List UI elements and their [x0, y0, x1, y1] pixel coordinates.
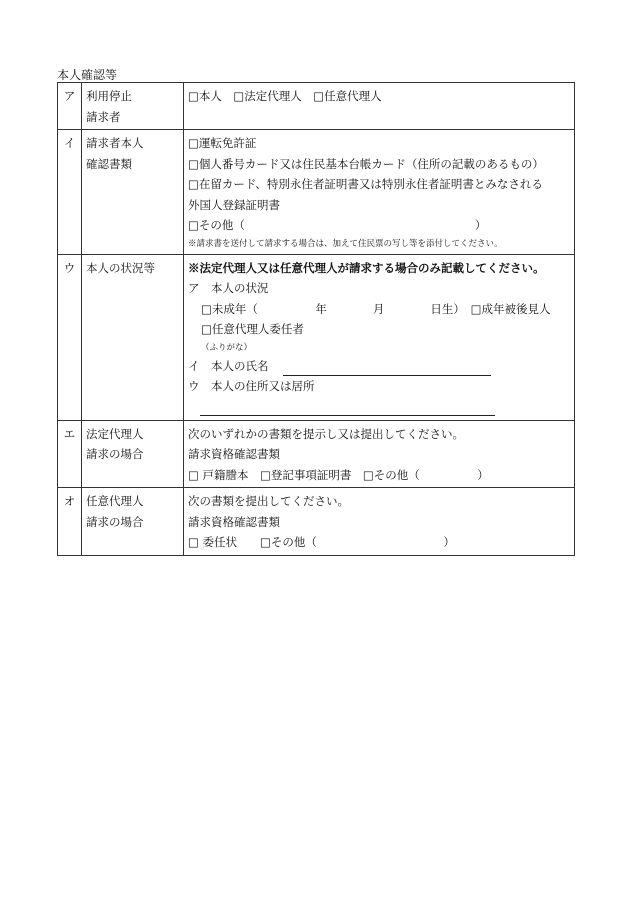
name-input-line[interactable]	[283, 361, 491, 376]
document-option-license[interactable]: □運転免許証	[188, 136, 257, 150]
instruction-text: 次のいずれかの書類を提示し又は提出してください。	[188, 426, 464, 441]
row-label-line: 法定代理人	[86, 426, 144, 441]
qualification-heading: 請求資格確認書類	[188, 447, 280, 461]
legal-proxy-document-options[interactable]: □ 戸籍謄本 □登記事項証明書 □その他（ ）	[188, 467, 489, 482]
status-heading: ア 本人の状況	[188, 281, 269, 295]
table-row	[58, 420, 575, 488]
address-field-row	[188, 397, 570, 418]
document-option-residence-card-cont: 外国人登録証明書	[188, 197, 280, 212]
row-label-line: 請求の場合	[86, 447, 144, 461]
document-option-mynumber[interactable]: □個人番号カード又は住民基本台帳カード（住所の記載のあるもの）	[188, 156, 544, 171]
row-mark: ア	[58, 83, 82, 130]
address-input-line[interactable]	[200, 401, 495, 416]
table-row	[58, 254, 575, 420]
row-content	[184, 254, 575, 420]
row-content	[184, 83, 575, 130]
row-label-line: 確認書類	[86, 156, 132, 171]
mail-request-note: ※請求書を送付して請求する場合は、加えて住民票の写し等を添付してください。	[188, 238, 503, 249]
row-content	[184, 420, 575, 488]
row-label	[82, 420, 184, 488]
name-label: イ 本人の氏名	[188, 358, 269, 373]
voluntary-proxy-document-options[interactable]: □ 委任状 □その他（ ）	[188, 535, 455, 549]
row-label	[82, 83, 184, 130]
row-label	[82, 254, 184, 420]
table-row	[58, 83, 575, 130]
row-mark: オ	[58, 488, 82, 556]
row-label	[82, 130, 184, 255]
minor-guardian-options[interactable]: □未成年（ 年 月 日生） □成年被後見人	[201, 301, 551, 316]
name-field-row	[188, 356, 570, 377]
row-label	[82, 488, 184, 556]
table-row	[58, 488, 575, 556]
row-label-line: 任意代理人	[86, 494, 144, 508]
row-mark: エ	[58, 420, 82, 488]
row-content	[184, 130, 575, 255]
row-label-line: 請求者	[86, 109, 121, 124]
table-row	[58, 130, 575, 255]
document-option-other[interactable]: □その他（ ）	[188, 218, 487, 232]
document-option-residence-card[interactable]: □在留カード、特別永住者証明書又は特別永住者証明書とみなされる	[188, 177, 543, 191]
row-mark: イ	[58, 130, 82, 255]
row-label-line: 請求の場合	[86, 514, 144, 529]
instruction-text: 次の書類を提出してください。	[188, 494, 349, 508]
delegator-option[interactable]: □任意代理人委任者	[201, 322, 304, 336]
furigana-label: （ふりがな）	[201, 342, 253, 353]
row-label-line: 請求者本人	[86, 136, 144, 150]
address-label: ウ 本人の住所又は居所	[188, 379, 315, 393]
row-content	[184, 488, 575, 556]
row-label-line: 利用停止	[86, 89, 132, 103]
row-mark: ウ	[58, 254, 82, 420]
qualification-heading: 請求資格確認書類	[188, 514, 280, 529]
proxy-notice: ※法定代理人又は任意代理人が請求する場合のみ記載してください。	[188, 260, 545, 275]
identity-confirmation-table	[57, 82, 575, 556]
requester-type-options[interactable]: □本人 □法定代理人 □任意代理人	[188, 89, 382, 103]
section-title: 本人確認等	[57, 68, 118, 82]
row-label-line: 本人の状況等	[86, 260, 155, 275]
